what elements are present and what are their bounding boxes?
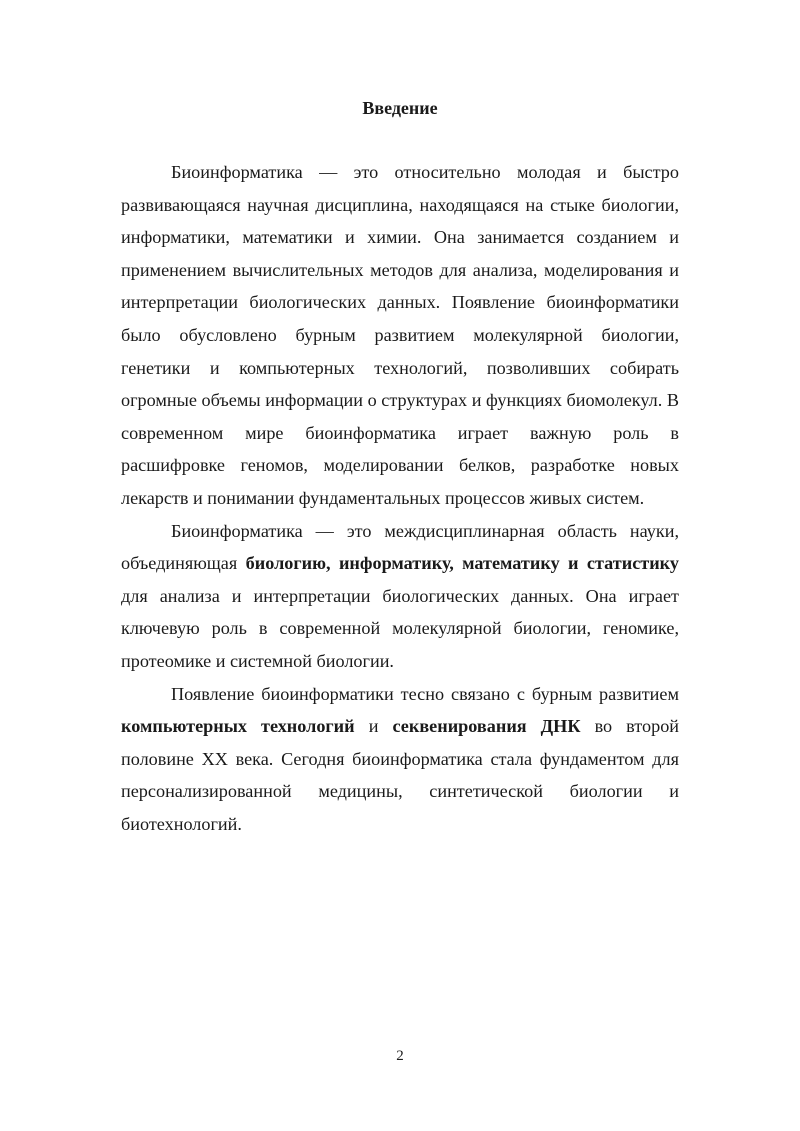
page-number: 2 (396, 1048, 404, 1064)
paragraph-3-bold-computer-tech: компьютерных технологий (121, 716, 355, 737)
paragraph-3 (121, 678, 679, 841)
paragraph-3-text-start: Появление биоинформатики тесно связано с бурным развитием (171, 683, 679, 704)
paragraph-1: Биоинформатика — это относительно молодая и быстро развивающаяся научная дисциплина, находящаяся на стыке биологии, информатики, математики и химии. Она занимается созданием и применением вычислительных методов для анализа, моделирования и интерпретации биологических данных. Появление биоинформатики было обусловлено бурным развитием молекулярной биологии, генетики и компьютерных технологий, позволивших собирать огромные объемы информации о структурах и функциях биомолекул. В современном мире биоинформатика играет важную роль в расшифровке геномов, моделировании белков, разработке новых лекарств и понимании фундаментальных процессов живых систем. (121, 162, 679, 508)
document-body (121, 156, 679, 840)
paragraph-3-text-end: во второй половине XX века. Сегодня биоинформатика стала фундаментом для персонализированной медицины, синтетической биологии и биотехнологий. (121, 716, 680, 834)
paragraph-2-text-start: Биоинформатика — это междисциплинарная область науки, объединяющая (121, 520, 679, 574)
paragraph-2-text-end: для анализа и интерпретации биологических данных. Она играет ключевую роль в современной молекулярной биологии, геномике, протеомике и системной биологии. (121, 585, 679, 671)
paragraph-3-text-and: и (354, 716, 393, 737)
paragraph-2-bold-disciplines: биологию, информатику, математику и статистику (245, 553, 679, 574)
paragraph-3-bold-dna-sequencing: секвенирования ДНК (392, 716, 581, 737)
paragraph-2 (121, 515, 679, 678)
section-heading: Введение (362, 98, 438, 118)
